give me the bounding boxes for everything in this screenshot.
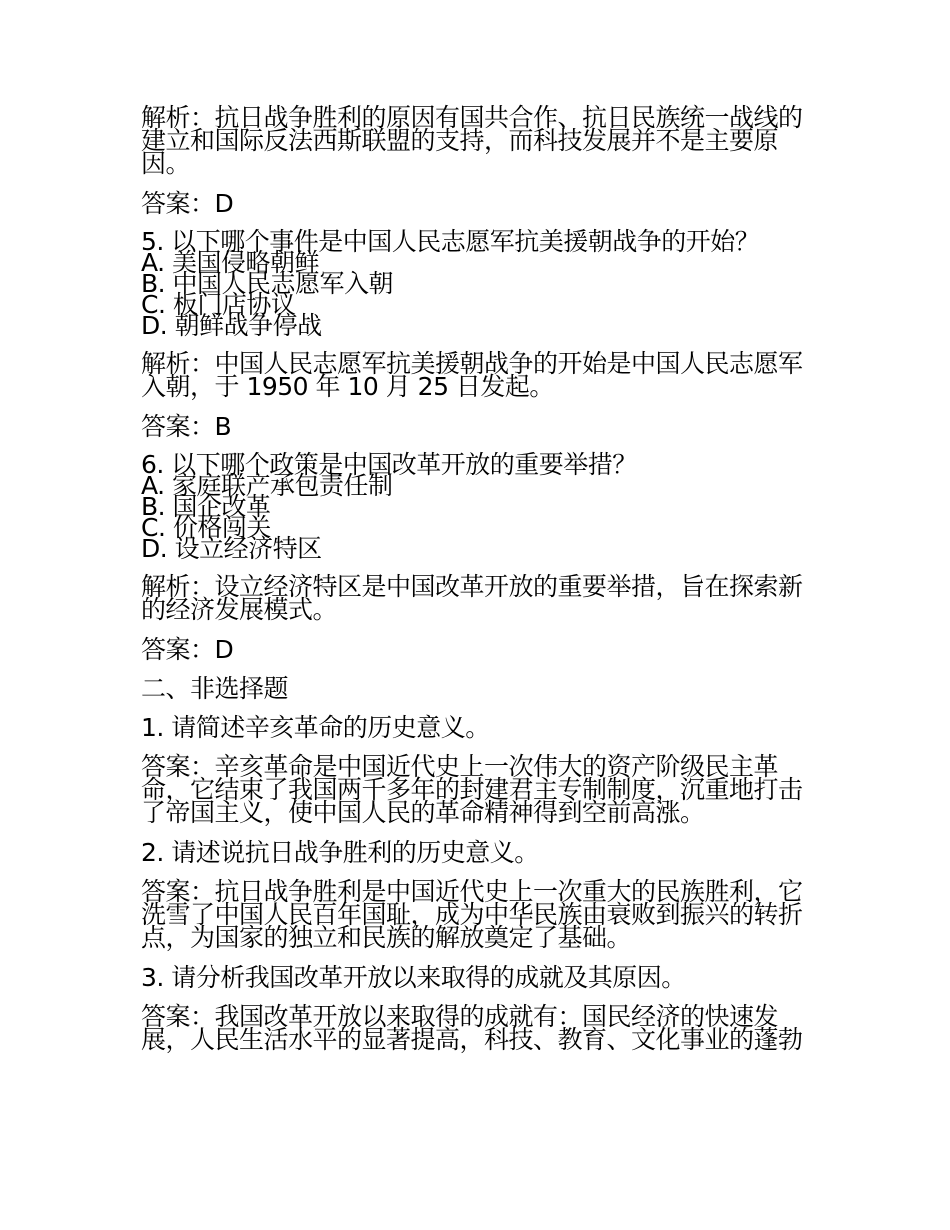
option-d: D. 设立经济特区: [141, 534, 322, 563]
option-c: C. 价格闯关: [141, 513, 271, 542]
question-text: 5. 以下哪个事件是中国人民志愿军抗美援朝战争的开始？: [141, 227, 760, 256]
question-text: 1. 请简述辛亥革命的历史意义。: [141, 713, 490, 742]
question-block: [141, 450, 813, 563]
option-a: A. 美国侵略朝鲜: [141, 248, 320, 277]
answer-paragraph: 答案：我国改革开放以来取得的成就有：国民经济的快速发展，人民生活水平的显著提高，科技、教育、文化事业的蓬勃: [141, 1002, 803, 1054]
document-content: [141, 103, 813, 1068]
option-b: B. 中国人民志愿军入朝: [141, 269, 394, 298]
question-text: 2. 请述说抗日战争胜利的历史意义。: [141, 838, 539, 867]
answer-line: 答案：D: [141, 189, 234, 218]
answer-paragraph: 答案：辛亥革命是中国近代史上一次伟大的资产阶级民主革命，它结束了我国两千多年的封建君主专制制度，沉重地打击了帝国主义，使中国人民的革命精神得到空前高涨。: [141, 752, 803, 827]
analysis-paragraph: 解析：抗日战争胜利的原因有国共合作、抗日民族统一战线的建立和国际反法西斯联盟的支持，而科技发展并不是主要原因。: [141, 103, 803, 178]
analysis-paragraph: 解析：中国人民志愿军抗美援朝战争的开始是中国人民志愿军入朝，于 1950 年 10 月 25 日发起。: [141, 349, 803, 401]
option-d: D. 朝鲜战争停战: [141, 311, 322, 340]
question-block: [141, 227, 813, 340]
section-heading: 二、非选择题: [141, 674, 289, 703]
option-c: C. 板门店协议: [141, 290, 296, 319]
question-text: 3. 请分析我国改革开放以来取得的成就及其原因。: [141, 963, 686, 992]
option-a: A. 家庭联产承包责任制: [141, 471, 393, 500]
answer-paragraph: 答案：抗日战争胜利是中国近代史上一次重大的民族胜利，它洗雪了中国人民百年国耻，成为中华民族由衰败到振兴的转折点，为国家的独立和民族的解放奠定了基础。: [141, 877, 803, 952]
analysis-paragraph: 解析：设立经济特区是中国改革开放的重要举措，旨在探索新的经济发展模式。: [141, 572, 803, 624]
question-text: 6. 以下哪个政策是中国改革开放的重要举措？: [141, 450, 637, 479]
answer-line: 答案：B: [141, 412, 232, 441]
option-b: B. 国企改革: [141, 492, 271, 521]
answer-line: 答案：D: [141, 635, 234, 664]
